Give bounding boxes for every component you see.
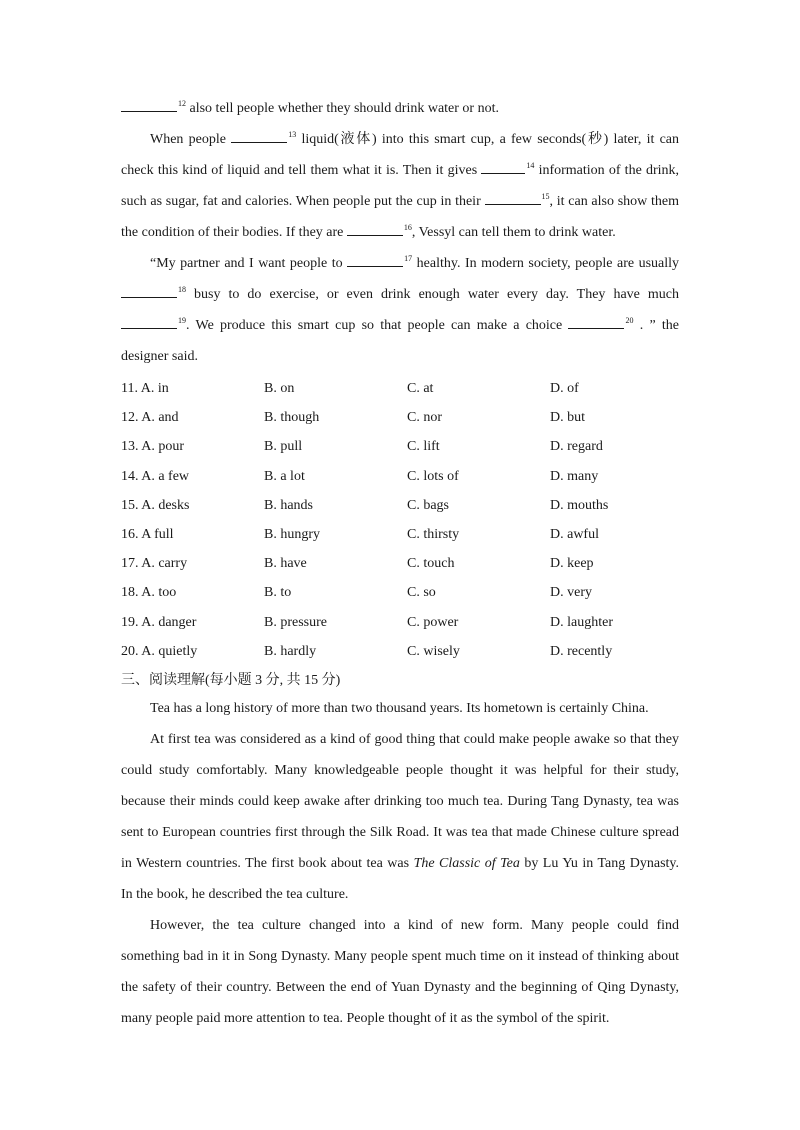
reading-line: Tea has a long history of more than two thousand years. Its hometown is certainly China. bbox=[150, 700, 649, 716]
passage-line bbox=[121, 250, 679, 281]
option-d: D. many bbox=[550, 468, 599, 484]
option-c: C. bags bbox=[407, 497, 449, 513]
passage-text: such as sugar, fat and calories. When people put the cup in their bbox=[121, 194, 481, 209]
passage-line bbox=[121, 95, 679, 126]
blank-number: 12 bbox=[178, 99, 186, 108]
option-row bbox=[121, 462, 679, 491]
option-row bbox=[121, 520, 679, 549]
passage-text: liquid(液体) into this smart cup, a few seconds(秒) later, it can bbox=[301, 132, 680, 147]
answer-blank bbox=[568, 314, 624, 329]
option-b: B. hardly bbox=[264, 643, 317, 659]
answer-blank bbox=[121, 283, 177, 298]
passage-line bbox=[121, 126, 679, 157]
passage-text: information of the drink, bbox=[538, 163, 680, 178]
option-b: B. hands bbox=[264, 497, 313, 513]
option-b: B. have bbox=[264, 556, 307, 572]
option-row bbox=[121, 549, 679, 578]
option-row bbox=[121, 491, 679, 520]
answer-blank bbox=[231, 128, 287, 143]
reading-line: In the book, he described the tea culture. bbox=[121, 886, 349, 902]
option-a: 17. A. carry bbox=[121, 556, 188, 572]
blank-number: 17 bbox=[404, 254, 413, 263]
passage-text: . ” the bbox=[639, 318, 680, 333]
passage-text: the condition of their bodies. If they are bbox=[121, 225, 344, 240]
reading-line: However, the tea culture changed into a kind of new form. Many people could find bbox=[150, 917, 679, 933]
option-c: C. thirsty bbox=[407, 526, 460, 542]
passage-line bbox=[121, 281, 679, 312]
option-row bbox=[121, 608, 679, 637]
option-row bbox=[121, 432, 679, 461]
answer-blank bbox=[121, 97, 177, 112]
passage-line bbox=[121, 312, 679, 343]
option-c: C. nor bbox=[407, 410, 442, 426]
option-row bbox=[121, 578, 679, 607]
passage-text: “My partner and I want people to bbox=[150, 256, 343, 271]
option-d: D. keep bbox=[550, 556, 594, 572]
passage-text: busy to do exercise, or even drink enough water every day. They have much bbox=[194, 287, 680, 302]
passage-text: check this kind of liquid and tell them what it is. Then it gives bbox=[121, 163, 478, 178]
reading-line: something bad in it in Song Dynasty. Many people spent much time on it instead of thinking about bbox=[121, 948, 679, 964]
option-c: C. lots of bbox=[407, 468, 459, 484]
option-a: 12. A. and bbox=[121, 410, 179, 426]
options-list bbox=[121, 374, 679, 666]
answer-blank bbox=[481, 159, 525, 174]
option-d: D. very bbox=[550, 585, 592, 601]
option-b: B. a lot bbox=[264, 468, 305, 484]
option-c: C. touch bbox=[407, 556, 455, 572]
passage-text: When people bbox=[150, 132, 226, 147]
option-a: 15. A. desks bbox=[121, 497, 190, 513]
option-b: B. pressure bbox=[264, 614, 327, 630]
blank-number: 14 bbox=[526, 161, 535, 170]
passage-line bbox=[121, 188, 679, 219]
reading-line bbox=[121, 850, 679, 881]
answer-blank bbox=[485, 190, 541, 205]
blank-number: 18 bbox=[178, 285, 186, 294]
option-a: 19. A. danger bbox=[121, 614, 197, 630]
reading-line: because their minds could keep awake after drinking too much tea. During Tang Dynasty, tea was bbox=[121, 793, 679, 809]
option-a: 20. A. quietly bbox=[121, 643, 198, 659]
option-a: 13. A. pour bbox=[121, 439, 184, 455]
reading-line: the safety of their country. Between the end of Yuan Dynasty and the beginning of Qing Dynasty, bbox=[121, 979, 679, 995]
reading-line: At first tea was considered as a kind of good thing that could make people awake so that they bbox=[150, 731, 679, 747]
passage-text: , it can also show them bbox=[549, 194, 680, 209]
option-b: B. hungry bbox=[264, 526, 320, 542]
option-c: C. lift bbox=[407, 439, 440, 455]
answer-blank bbox=[347, 221, 403, 236]
passage-text: healthy. In modern society, people are usually bbox=[416, 256, 680, 271]
passage-text: designer said. bbox=[121, 349, 198, 364]
reading-text: in Western countries. The first book about tea was bbox=[121, 855, 410, 871]
option-d: D. awful bbox=[550, 526, 599, 542]
option-row bbox=[121, 637, 679, 666]
option-a: 16. A full bbox=[121, 526, 174, 542]
blank-number: 13 bbox=[288, 130, 297, 139]
blank-number: 15 bbox=[541, 192, 550, 201]
passage-text: , Vessyl can tell them to drink water. bbox=[411, 225, 616, 240]
blank-number: 16 bbox=[403, 223, 412, 232]
option-row bbox=[121, 374, 679, 403]
reading-line: could study comfortably. Many knowledgeable people thought it was helpful for their study, bbox=[121, 762, 679, 778]
passage-line bbox=[121, 343, 679, 374]
option-b: B. on bbox=[264, 381, 295, 396]
blank-number: 20 bbox=[625, 316, 634, 325]
option-b: B. though bbox=[264, 410, 320, 426]
option-d: D. regard bbox=[550, 439, 603, 455]
option-d: D. of bbox=[550, 381, 579, 396]
blank-number: 19 bbox=[178, 316, 186, 325]
reading-line: sent to European countries first through the Silk Road. It was tea that made Chinese culture spread bbox=[121, 824, 679, 840]
option-a: 11. A. in bbox=[121, 381, 169, 396]
passage-text: also tell people whether they should drink water or not. bbox=[189, 101, 499, 116]
reading-line: many people paid more attention to tea. People thought of it as the symbol of the spirit. bbox=[121, 1010, 610, 1026]
option-c: C. wisely bbox=[407, 643, 460, 659]
section-heading: 三、阅读理解(每小题 3 分, 共 15 分) bbox=[121, 672, 341, 688]
answer-blank bbox=[347, 252, 403, 267]
option-c: C. at bbox=[407, 381, 434, 396]
option-d: D. mouths bbox=[550, 497, 609, 513]
passage-line bbox=[121, 219, 679, 250]
passage-line bbox=[121, 157, 679, 188]
answer-blank bbox=[121, 314, 177, 329]
option-a: 18. A. too bbox=[121, 585, 177, 601]
option-d: D. recently bbox=[550, 643, 613, 659]
option-b: B. pull bbox=[264, 439, 303, 455]
option-d: D. laughter bbox=[550, 614, 613, 630]
passage-text: . We produce this smart cup so that people can make a choice bbox=[186, 318, 563, 333]
reading-text: by Lu Yu in Tang Dynasty. bbox=[524, 855, 679, 871]
book-title: The Classic of Tea bbox=[413, 855, 520, 871]
option-row bbox=[121, 403, 679, 432]
option-c: C. so bbox=[407, 585, 436, 601]
exam-page bbox=[121, 95, 679, 1036]
option-b: B. to bbox=[264, 585, 292, 601]
option-c: C. power bbox=[407, 614, 459, 630]
option-d: D. but bbox=[550, 410, 585, 426]
option-a: 14. A. a few bbox=[121, 468, 190, 484]
